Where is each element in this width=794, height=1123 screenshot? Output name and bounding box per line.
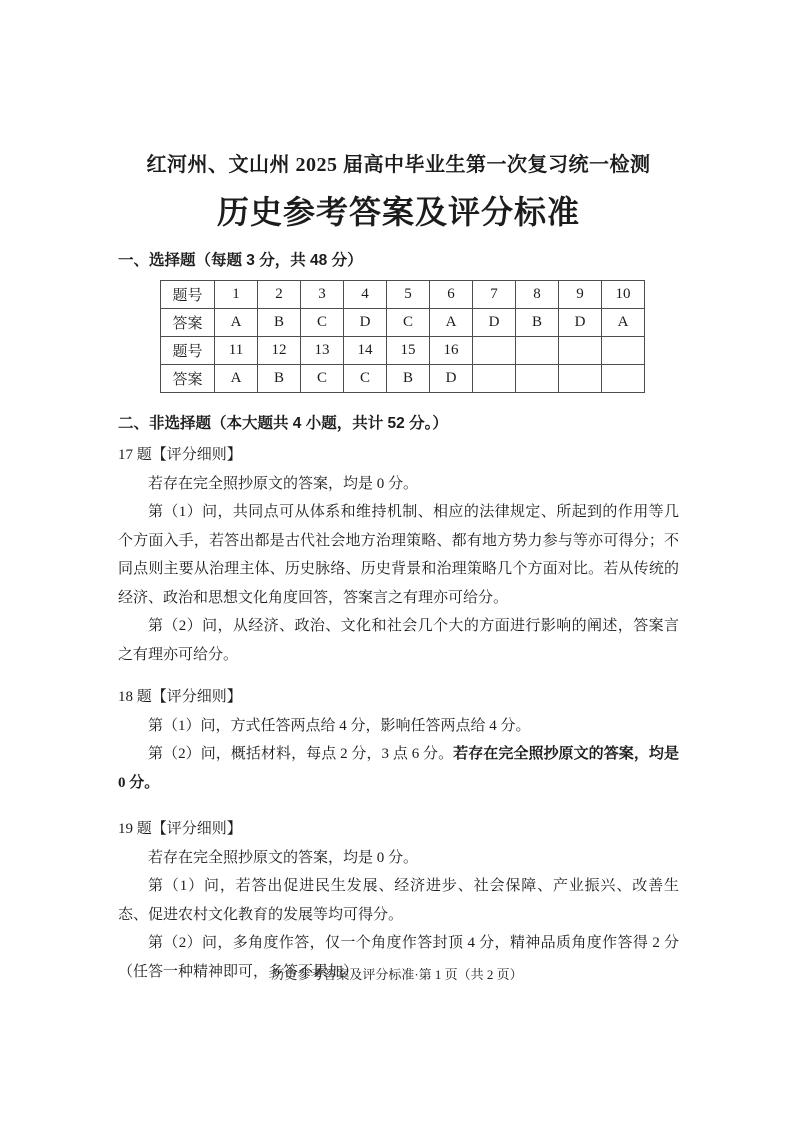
answer-cell bbox=[473, 365, 516, 393]
row-header-cell: 题号 bbox=[161, 337, 215, 365]
answer-cell: 9 bbox=[559, 281, 602, 309]
answer-cell: D bbox=[344, 309, 387, 337]
answer-cell bbox=[559, 337, 602, 365]
answer-cell: 16 bbox=[430, 337, 473, 365]
answer-cell: A bbox=[215, 309, 258, 337]
answer-cell bbox=[516, 337, 559, 365]
answer-cell: 4 bbox=[344, 281, 387, 309]
answer-cell: B bbox=[387, 365, 430, 393]
text-run: 第（1）问，若答出促进民生发展、经济进步、社会保障、产业振兴、改善生态、促进农村文化教育的发展等均可得分。 bbox=[118, 878, 679, 923]
answer-cell: 11 bbox=[215, 337, 258, 365]
answer-cell: A bbox=[215, 365, 258, 393]
grading-block-title: 18 题【评分细则】 bbox=[118, 689, 242, 705]
grading-block bbox=[118, 441, 679, 669]
grading-paragraph bbox=[118, 470, 679, 499]
answer-cell: D bbox=[473, 309, 516, 337]
answer-cell: 2 bbox=[258, 281, 301, 309]
answer-cell bbox=[516, 365, 559, 393]
answer-cell: 3 bbox=[301, 281, 344, 309]
answer-cell: C bbox=[344, 365, 387, 393]
answer-cell: C bbox=[387, 309, 430, 337]
grading-block-title: 19 题【评分细则】 bbox=[118, 821, 242, 837]
table-row bbox=[161, 309, 645, 337]
grading-paragraph bbox=[118, 872, 679, 929]
answer-cell: 7 bbox=[473, 281, 516, 309]
text-run: 第（1）问，共同点可从体系和维持机制、相应的法律规定、所起到的作用等几个方面入手，若答出都是古代社会地方治理策略、都有地方势力参与等亦可得分；不同点则主要从治理主体、历史脉络、历史背景和治理策略几个方面对比。若从传统的经济、政治和思想文化角度回答，答案言之有理亦可给分。 bbox=[118, 504, 679, 606]
answer-cell bbox=[559, 365, 602, 393]
table-row bbox=[161, 337, 645, 365]
grading-block bbox=[118, 815, 679, 986]
grading-blocks bbox=[118, 441, 679, 986]
bold-text-run: 若存在完全照抄原文的答案，均是 0 分。 bbox=[118, 746, 679, 791]
text-run: 第（2）问，概括材料，每点 2 分，3 点 6 分。 bbox=[148, 746, 454, 762]
answer-cell: 5 bbox=[387, 281, 430, 309]
answer-cell: 6 bbox=[430, 281, 473, 309]
answer-cell bbox=[473, 337, 516, 365]
grading-block-title: 17 题【评分细则】 bbox=[118, 447, 242, 463]
text-run: 若存在完全照抄原文的答案，均是 0 分。 bbox=[148, 849, 419, 866]
answer-table-body bbox=[161, 281, 645, 393]
grading-paragraph bbox=[118, 740, 679, 797]
grading-block bbox=[118, 683, 679, 797]
answer-cell: B bbox=[258, 365, 301, 393]
answer-cell: 1 bbox=[215, 281, 258, 309]
answer-cell bbox=[602, 365, 645, 393]
section-heading-multiple-choice: 一、选择题（每题 3 分，共 48 分） bbox=[118, 252, 363, 269]
grading-paragraph bbox=[118, 844, 679, 873]
grading-paragraph bbox=[118, 612, 679, 669]
answer-cell: B bbox=[258, 309, 301, 337]
exam-header-title: 红河州、文山州 2025 届高中毕业生第一次复习统一检测 bbox=[146, 154, 651, 176]
answer-cell: 15 bbox=[387, 337, 430, 365]
table-row bbox=[161, 365, 645, 393]
answer-cell bbox=[602, 337, 645, 365]
table-row bbox=[161, 281, 645, 309]
grading-paragraph bbox=[118, 712, 679, 741]
answer-cell: 13 bbox=[301, 337, 344, 365]
text-run: 第（2）问，多角度作答，仅一个角度作答封顶 4 分，精神品质角度作答得 2 分（任答一种精神即可，多答不累加） bbox=[118, 935, 679, 980]
text-run: 若存在完全照抄原文的答案，均是 0 分。 bbox=[148, 475, 419, 492]
answer-cell: C bbox=[301, 309, 344, 337]
answer-cell: D bbox=[559, 309, 602, 337]
answer-cell: 8 bbox=[516, 281, 559, 309]
page-title: 历史参考答案及评分标准 bbox=[216, 194, 580, 230]
answer-cell: C bbox=[301, 365, 344, 393]
row-header-cell: 答案 bbox=[161, 309, 215, 337]
text-run: 第（2）问，从经济、政治、文化和社会几个大的方面进行影响的阐述，答案言之有理亦可给分。 bbox=[118, 618, 679, 663]
page-footer: 历史参考答案及评分标准·第 1 页（共 2 页） bbox=[271, 967, 523, 982]
answer-cell: 12 bbox=[258, 337, 301, 365]
answer-cell: 10 bbox=[602, 281, 645, 309]
answer-cell: D bbox=[430, 365, 473, 393]
answer-cell: A bbox=[602, 309, 645, 337]
answer-table bbox=[160, 280, 645, 393]
row-header-cell: 答案 bbox=[161, 365, 215, 393]
answer-cell: A bbox=[430, 309, 473, 337]
row-header-cell: 题号 bbox=[161, 281, 215, 309]
text-run: 第（1）问，方式任答两点给 4 分，影响任答两点给 4 分。 bbox=[148, 717, 531, 734]
section-heading-free-response: 二、非选择题（本大题共 4 小题，共计 52 分。） bbox=[118, 415, 448, 432]
answer-cell: 14 bbox=[344, 337, 387, 365]
answer-cell: B bbox=[516, 309, 559, 337]
grading-paragraph bbox=[118, 498, 679, 612]
